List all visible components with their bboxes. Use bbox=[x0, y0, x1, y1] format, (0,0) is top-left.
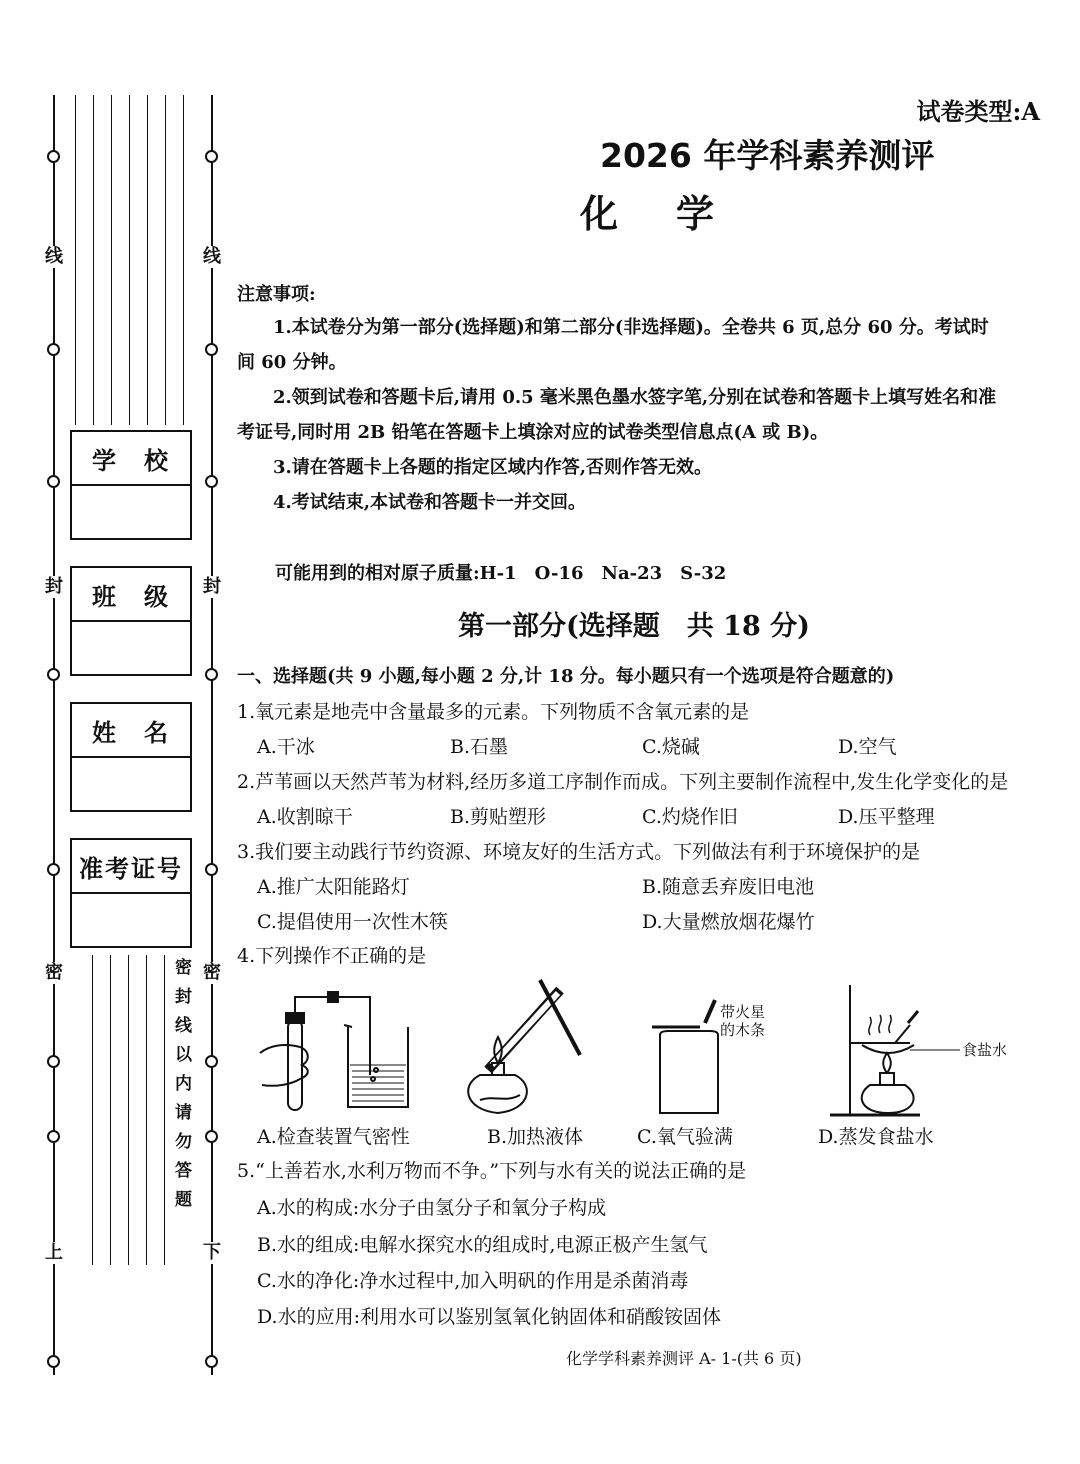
q5-option-a[interactable]: A.水的构成:水分子由氢分子和氧分子构成 bbox=[257, 1197, 607, 1219]
notice-item: 1.本试卷分为第一部分(选择题)和第二部分(非选择题)。全卷共 6 页,总分 60 分。考试时 bbox=[273, 317, 989, 338]
class-field[interactable] bbox=[70, 566, 192, 676]
margin-line-char: 线 bbox=[45, 246, 63, 267]
q3-option-c[interactable]: C.提倡使用一次性木筷 bbox=[257, 911, 448, 933]
writing-line bbox=[164, 955, 165, 1265]
binding-hole bbox=[47, 668, 60, 681]
notice-heading: 注意事项: bbox=[237, 284, 316, 305]
name-label: 姓 名 bbox=[72, 704, 190, 758]
q3-option-d[interactable]: D.大量燃放烟花爆竹 bbox=[642, 911, 815, 933]
margin-down-char: 下 bbox=[203, 1242, 221, 1263]
exam-id-field[interactable] bbox=[70, 838, 192, 948]
class-label: 班 级 bbox=[72, 568, 190, 622]
binding-hole bbox=[205, 863, 218, 876]
name-field[interactable] bbox=[70, 702, 192, 812]
subject-title: 化 学 bbox=[580, 191, 725, 236]
airtight-apparatus-figure bbox=[260, 992, 408, 1110]
writing-line bbox=[128, 955, 129, 1265]
q1-option-d[interactable]: D.空气 bbox=[838, 736, 897, 758]
binding-hole bbox=[47, 343, 60, 356]
splint-label-1: 带火星 bbox=[720, 1003, 766, 1021]
outer-binding-line bbox=[53, 95, 55, 1375]
writing-line bbox=[146, 955, 147, 1265]
exam-id-label: 准考证号 bbox=[72, 840, 190, 894]
writing-line bbox=[111, 95, 112, 425]
page-footer: 化学学科素养测评 A- 1-(共 6 页) bbox=[566, 1349, 802, 1368]
binding-hole bbox=[205, 150, 218, 163]
salt-water-label: 食盐水 bbox=[962, 1041, 1008, 1059]
writing-line bbox=[75, 95, 76, 425]
binding-hole bbox=[47, 863, 60, 876]
paper-type: 试卷类型:A bbox=[916, 97, 1040, 126]
writing-line bbox=[147, 95, 148, 425]
binding-hole bbox=[205, 1130, 218, 1143]
binding-hole bbox=[47, 150, 60, 163]
q4-option-b[interactable]: B.加热液体 bbox=[487, 1126, 584, 1148]
exam-id-input[interactable] bbox=[72, 894, 190, 946]
inner-binding-line bbox=[211, 95, 213, 1375]
q1-option-b[interactable]: B.石墨 bbox=[450, 736, 509, 758]
school-input[interactable] bbox=[72, 486, 190, 538]
margin-secret-char: 密 bbox=[45, 962, 63, 983]
binding-hole bbox=[205, 668, 218, 681]
binding-hole bbox=[205, 343, 218, 356]
notice-item: 间 60 分钟。 bbox=[237, 352, 347, 373]
notice-item: 2.领到试卷和答题卡后,请用 0.5 毫米黑色墨水签字笔,分别在试卷和答题卡上填写姓名和准 bbox=[273, 387, 997, 408]
writing-line bbox=[92, 955, 93, 1265]
writing-line bbox=[183, 95, 184, 425]
evaporation-figure bbox=[830, 985, 960, 1115]
q2-option-c[interactable]: C.灼烧作旧 bbox=[642, 806, 738, 828]
q2-option-d[interactable]: D.压平整理 bbox=[838, 806, 935, 828]
q3-option-a[interactable]: A.推广太阳能路灯 bbox=[257, 876, 410, 898]
binding-hole bbox=[47, 1055, 60, 1068]
binding-hole bbox=[47, 475, 60, 488]
margin-seal-char: 封 bbox=[45, 576, 63, 597]
q3-option-b[interactable]: B.随意丢弃废旧电池 bbox=[642, 876, 815, 898]
exam-title: 2026 年学科素养测评 bbox=[600, 136, 935, 175]
notice-item: 考证号,同时用 2B 铅笔在答题卡上填涂对应的试卷类型信息点(A 或 B)。 bbox=[237, 422, 829, 443]
q4-figures bbox=[240, 975, 1040, 1120]
binding-hole bbox=[47, 1355, 60, 1368]
q4-option-a[interactable]: A.检查装置气密性 bbox=[257, 1126, 410, 1148]
name-input[interactable] bbox=[72, 758, 190, 810]
splint-label-2: 的木条 bbox=[720, 1021, 766, 1039]
q5-stem: 5.“上善若水,水利万物而不争。”下列与水有关的说法正确的是 bbox=[237, 1160, 747, 1182]
writing-line bbox=[129, 95, 130, 425]
q5-option-d[interactable]: D.水的应用:利用水可以鉴别氢氧化钠固体和硝酸铵固体 bbox=[257, 1306, 721, 1328]
heating-liquid-figure bbox=[468, 980, 580, 1113]
part1-title: 第一部分(选择题 共 18 分) bbox=[458, 611, 810, 642]
binding-hole bbox=[205, 475, 218, 488]
notice-item: 3.请在答题卡上各题的指定区域内作答,否则作答无效。 bbox=[273, 457, 713, 478]
school-label: 学 校 bbox=[72, 432, 190, 486]
notice-item: 4.考试结束,本试卷和答题卡一并交回。 bbox=[273, 492, 587, 513]
writing-line bbox=[165, 95, 166, 425]
margin-note: 密封线以内请勿答题 bbox=[174, 958, 196, 1219]
q4-option-d[interactable]: D.蒸发食盐水 bbox=[818, 1126, 934, 1148]
margin-secret-char: 密 bbox=[203, 962, 221, 983]
class-input[interactable] bbox=[72, 622, 190, 674]
q2-option-a[interactable]: A.收割晾干 bbox=[257, 806, 353, 828]
q1-option-a[interactable]: A.干冰 bbox=[257, 736, 315, 758]
school-field[interactable] bbox=[70, 430, 192, 540]
q2-stem: 2.芦苇画以天然芦苇为材料,经历多道工序制作而成。下列主要制作流程中,发生化学变化的是 bbox=[237, 771, 1009, 793]
q5-option-c[interactable]: C.水的净化:净水过程中,加入明矾的作用是杀菌消毒 bbox=[257, 1270, 689, 1292]
binding-hole bbox=[205, 1355, 218, 1368]
binding-hole bbox=[47, 1130, 60, 1143]
margin-line-char: 线 bbox=[203, 246, 221, 267]
q2-option-b[interactable]: B.剪贴塑形 bbox=[450, 806, 547, 828]
writing-line bbox=[110, 955, 111, 1265]
q1-stem: 1.氧元素是地壳中含量最多的元素。下列物质不含氧元素的是 bbox=[237, 701, 750, 723]
q5-option-b[interactable]: B.水的组成:电解水探究水的组成时,电源正极产生氢气 bbox=[257, 1234, 708, 1256]
binding-hole bbox=[205, 1055, 218, 1068]
writing-line bbox=[93, 95, 94, 425]
q1-option-c[interactable]: C.烧碱 bbox=[642, 736, 700, 758]
margin-seal-char: 封 bbox=[203, 576, 221, 597]
atomic-mass: 可能用到的相对原子质量:H-1 O-16 Na-23 S-32 bbox=[275, 563, 727, 584]
q4-option-c[interactable]: C.氧气验满 bbox=[637, 1126, 733, 1148]
section-intro: 一、选择题(共 9 小题,每小题 2 分,计 18 分。每小题只有一个选项是符合题意的) bbox=[237, 666, 895, 687]
oxygen-check-figure bbox=[652, 1000, 718, 1113]
q4-stem: 4.下列操作不正确的是 bbox=[237, 945, 427, 967]
q3-stem: 3.我们要主动践行节约资源、环境友好的生活方式。下列做法有利于环境保护的是 bbox=[237, 841, 921, 863]
margin-up-char: 上 bbox=[45, 1242, 63, 1263]
